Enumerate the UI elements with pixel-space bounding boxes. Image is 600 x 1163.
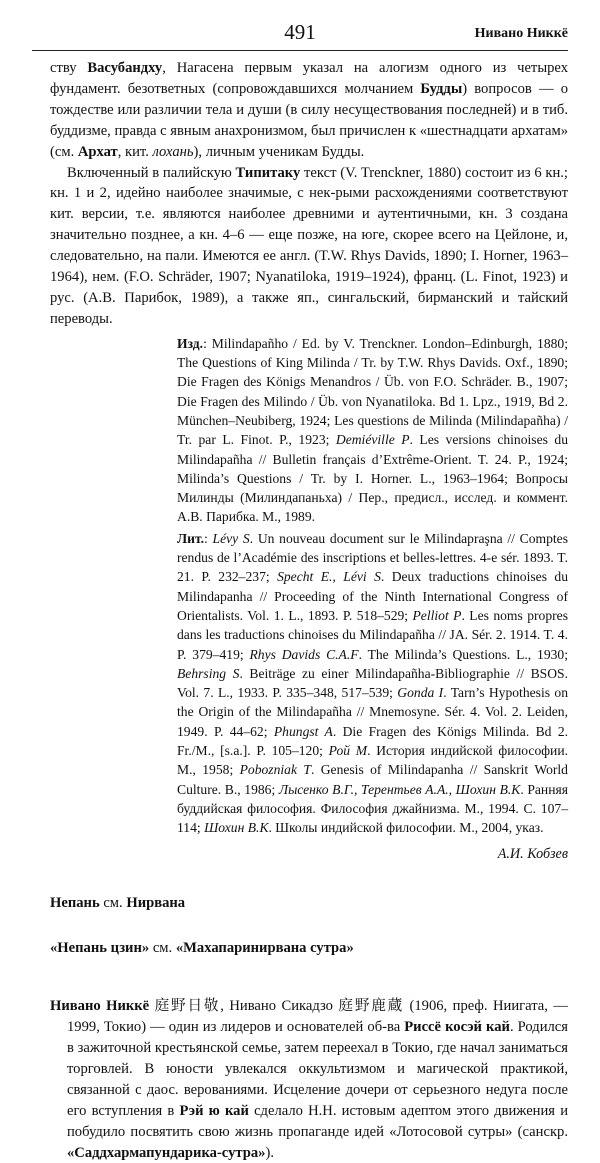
bold-term: Риссё косэй кай xyxy=(404,1019,510,1036)
cross-ref-target: «Махапаринирвана сутра» xyxy=(175,940,354,957)
cross-ref-term: «Непань цзин» xyxy=(50,940,150,957)
text-run: , кит. xyxy=(117,143,153,160)
cross-reference-nepan xyxy=(50,893,568,914)
italic-term: Lévy S xyxy=(212,530,250,546)
text-run: Включенный в палийскую xyxy=(67,164,236,181)
text-run: . Die Fragen des Königs Milinda. Bd 2. Fr./M., [s.a.]. P. 105–120; xyxy=(177,723,569,759)
text-run: . Tarn’s Hypothesis on the Origin of the Milindapañha // Mnemosyne. Sér. 4. Vol. 2. Leiden, 1949. P. 44–62; xyxy=(177,685,568,739)
text-run: ) вопросов — о тождестве или различии тела и души (в силу несуществования последней) и в тиб. буддизме, правда с явным анахронизмом, был причислен к «шестнадцати архатам» (см. xyxy=(50,80,569,160)
italic-term: лохань xyxy=(152,143,194,160)
text-run: ), личным ученикам Будды. xyxy=(193,143,365,160)
cross-reference-nepan-tszin xyxy=(50,938,568,959)
text-run: . История индийской философии. М., 1958; xyxy=(177,743,568,778)
bold-term: «Саддхармапундарика-сутра» xyxy=(67,1144,266,1161)
text-run: текст (V. Trenckner, 1880) состоит из 6 кн.; кн. 1 и 2, идейно наиболее значимые, с нек-рыми расхождениями соответствуют кит. версии, т.е. являются наиболее древними и аутентичными, кн. 3 создана значительно позднее, а кн. 4–6 — еще позже, на юге, скорее всего на Цейлоне, и, следовательно, на пали. Имеются ее англ. (T.W. Rhys Davids, 1890; I. Horner, 1963–1964), нем. (F.O. Schräder, 1907; Nyanatiloka, 1919–1924), франц. (L. Finot, 1923) и рус. (А.В. Парибок, 1989), а также яп., сингальский, бирманский и тайский переводы. xyxy=(50,164,568,327)
cross-ref-see: см. xyxy=(99,895,127,912)
bold-term: Нивано Никкё xyxy=(50,998,150,1015)
italic-term: Pobozniak T xyxy=(239,762,311,778)
author-signature: А.И. Кобзев xyxy=(497,845,568,862)
italic-term: Rhys Davids C.A.F xyxy=(249,646,359,662)
bold-term: Изд. xyxy=(177,335,204,351)
bold-term: Рэй ю кай xyxy=(179,1102,249,1119)
bold-term: Архат xyxy=(77,143,118,160)
italic-term: Шохин В.К xyxy=(204,820,269,836)
italic-term: Gonda I xyxy=(397,685,444,701)
cross-ref-target: Нирвана xyxy=(126,895,186,912)
text-run: : Milindapañho / Ed. by V. Trenckner. London–Edinburgh, 1880; The Questions of King Milinda / Tr. by T.W. Rhys Davids. Oxf., 1890; Die Fragen des Königs Menandros / Üb. von F.O. Schräder. B., 1907; Die Fragen des Milindo / Üb. von Nyanatiloka. Bd 1. Lpz., 1919, Bd 2. München–Neubiberg, 1924; Les questions de Milinda (Milindapañha) / Tr. par L. Finot. P., 1923; xyxy=(177,335,568,448)
paragraph-tipitaka xyxy=(50,163,568,330)
italic-term: Demiéville P xyxy=(335,432,410,448)
bold-term: Будды xyxy=(420,80,463,97)
text-run: . Родился в зажиточной крестьянской семье, затем переехал в Токио, где начал заниматься торговлей. В юности увлекался оккультизмом и магической практикой, связанной с даос. верованиями. Исцеление дочери от серьезного недуга после его вступления в xyxy=(67,1019,568,1119)
text-run: сделало Н.Н. истовым адептом этого движения и побудило посвятить свою жизнь пропаганде идей «Лотосовой сутры» (санскр. xyxy=(67,1102,568,1140)
text-run: : xyxy=(204,530,213,546)
text-run: . Un nouveau document sur le Milindapraşna // Comptes rendus de l’Académie des inscriptions et belles-lettres. 4-e sér. 1893. T. 21. P. 232–237; xyxy=(177,530,568,585)
text-run: . Deux traductions chinoises du Milindapanha // Proceeding of the Ninth International Congress of Orientalists. Vol. 1. L., 1893. P. 518–529; xyxy=(177,569,569,623)
text-run: 庭野日敬, Нивано Сикадзо 庭野鹿蔵 (1906, преф. Ниигата, — 1999, Токио) — один из лидеров и основателей об-ва xyxy=(67,998,568,1036)
text-run: ству xyxy=(50,60,88,76)
paragraph-continuation xyxy=(50,58,568,163)
text-run: . Les versions chinoises du Milindapañha // Bulletin français d’Extrême-Orient. T. 24. P., 1924; Milinda’s Questions / Tr. by I. Horner. L., 1963–1964; Вопросы Милинды (Милиндапаньха) / Пер., предисл., исслед. и коммент. А.В. Парибка. М., 1989. xyxy=(177,432,568,525)
bold-term: Типитаку xyxy=(235,164,301,181)
italic-term: Specht E., Lévi S xyxy=(277,569,381,585)
page-body xyxy=(50,58,568,1163)
text-run: ). xyxy=(265,1144,274,1161)
bibliography-literature xyxy=(177,529,568,838)
text-run: , Нагасена первым указал на алогизм одного из четырех фундамент. безответных (сопровождавшихся молчанием xyxy=(50,60,568,97)
bibliography-editions xyxy=(177,334,568,527)
text-run: . Школы индийской философии. М., 2004, указ. xyxy=(268,820,544,836)
page-header xyxy=(32,18,568,51)
text-run: . Ранняя буддийская философия. Философия джайнизма. М., 1994. С. 107–114; xyxy=(177,781,568,836)
page-number: 491 xyxy=(284,20,316,44)
italic-term: Phungst A xyxy=(273,723,333,739)
italic-term: Pelliot P xyxy=(412,607,462,623)
cross-ref-term: Непань xyxy=(50,895,100,912)
entry-nivano-nikkyo xyxy=(50,996,568,1163)
bold-term: Лит. xyxy=(177,530,205,546)
running-head: Нивано Никкё xyxy=(474,26,568,41)
italic-term: Behrsing S xyxy=(177,665,240,681)
text-run: . Beiträge zu einer Milindapañha-Bibliographie // BSOS. Vol. 7. L., 1933. P. 335–348, 517–539; xyxy=(177,665,569,701)
italic-term: Рой М xyxy=(328,743,368,759)
text-run: . The Milinda’s Questions. L., 1930; xyxy=(358,646,568,662)
italic-term: Лысенко В.Г., Терентьев А.А., Шохин В.К xyxy=(278,781,521,797)
cross-ref-see: см. xyxy=(149,940,176,957)
text-run: . Les noms propres dans les traductions chinoises du Milindapañha // JA. Sér. 2. 1914. T. 4. P. 379–419; xyxy=(177,607,568,662)
bold-term: Васубандху xyxy=(87,60,163,76)
text-run: . Genesis of Milindapanha // Sanskrit World Culture. B., 1986; xyxy=(177,762,568,797)
